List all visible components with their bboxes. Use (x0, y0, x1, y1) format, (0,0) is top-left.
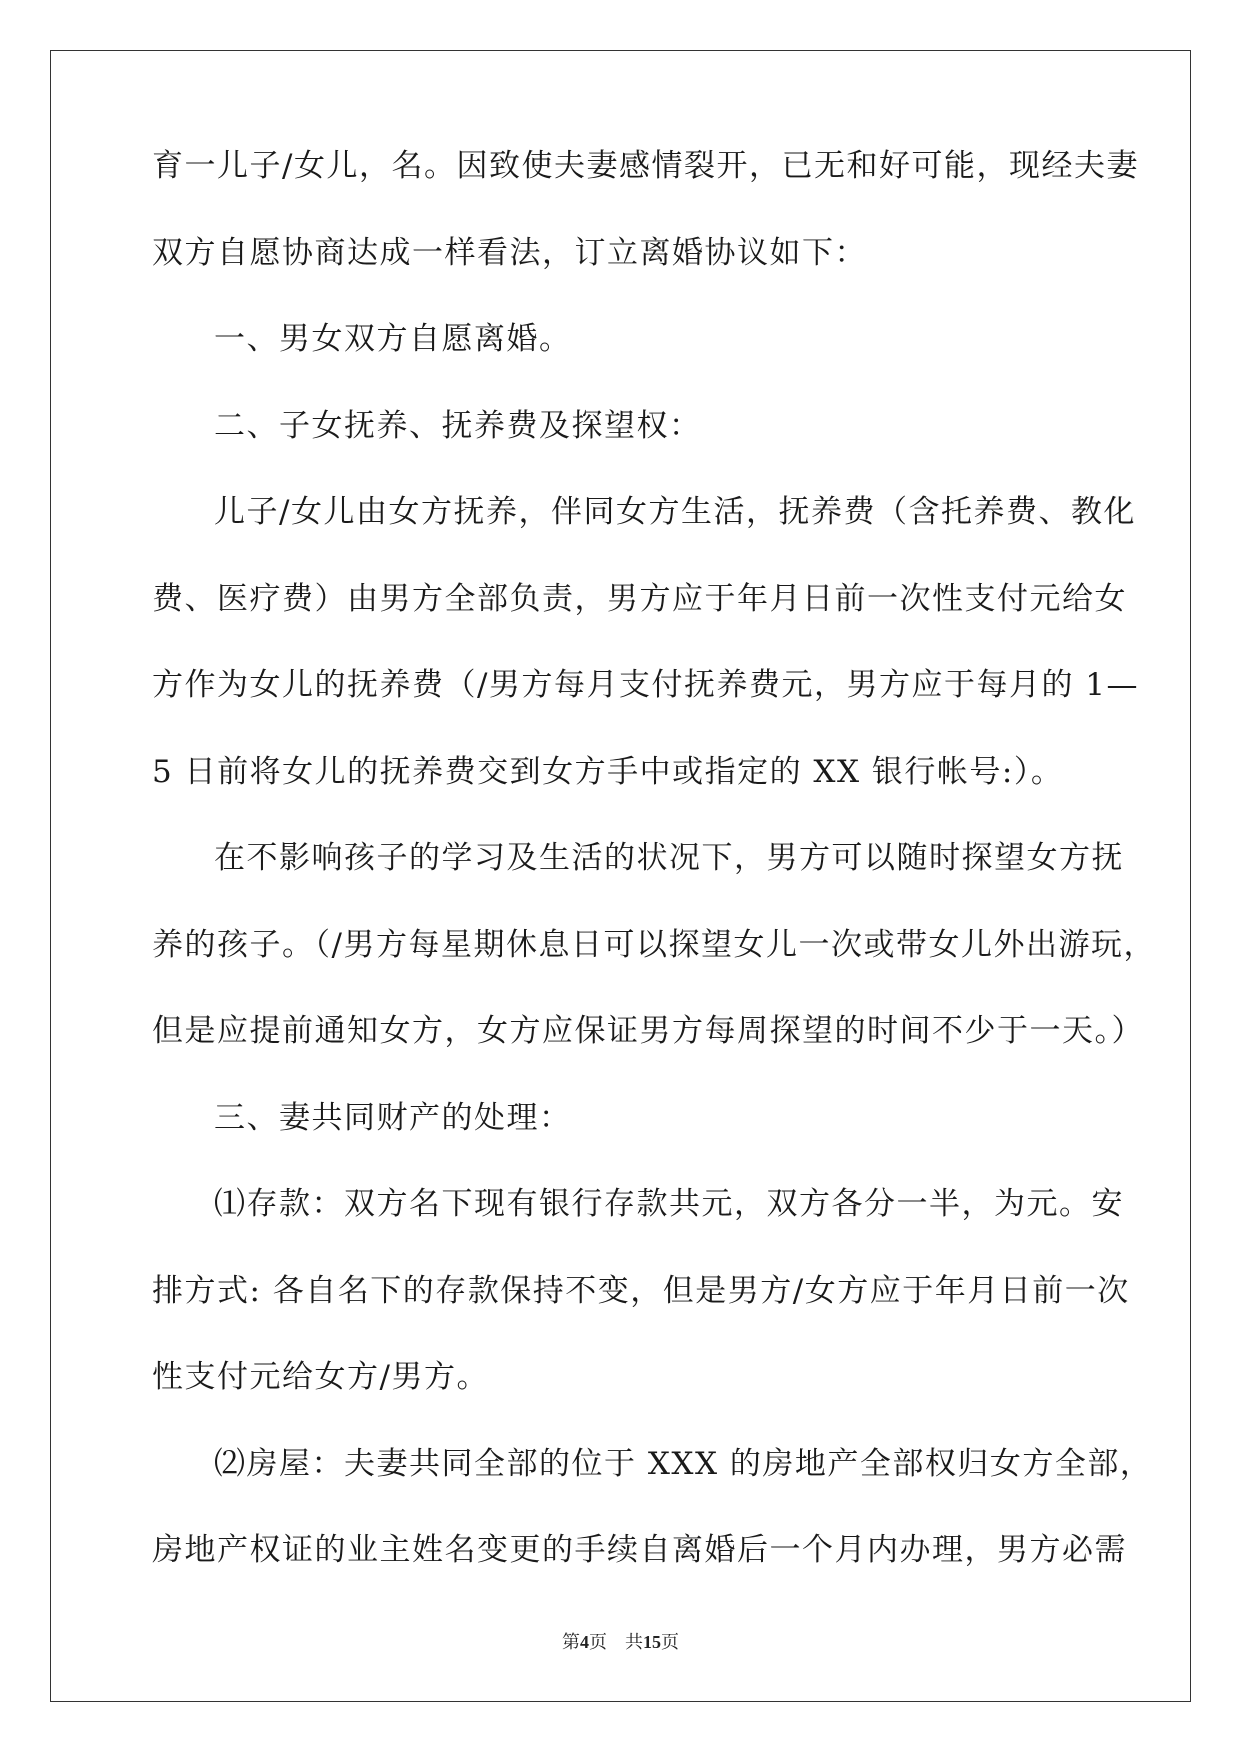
text-line-15: 性支付元给女方/男方。 (152, 1359, 489, 1395)
text-line-11: 但是应提前通知女方，女方应保证男方每周探望的时间不少于一天。） (152, 1013, 1144, 1049)
page-prefix: 第 (562, 1632, 580, 1652)
clause-heading-3: 三、妻共同财产的处理： (214, 1100, 572, 1136)
page-suffix: 页 (589, 1632, 607, 1652)
text-line-16: ⑵房屋：夫妻共同全部的位于 XXX 的房地产全部权归女方全部， (214, 1446, 1153, 1482)
text-line-14: 排方式: 各自名下的存款保持不变，但是男方/女方应于年月日前一次 (152, 1273, 1130, 1309)
text-line-7: 方作为女儿的抚养费（/男方每月支付抚养费元，男方应于每月的 1— (152, 667, 1140, 703)
text-line-5: 儿子/女儿由女方抚养，伴同女方生活，抚养费（含托养费、教化 (214, 494, 1136, 530)
total-pages: 15 (643, 1632, 661, 1652)
text-line-8: 5 日前将女儿的抚养费交到女方手中或指定的 XX 银行帐号:）。 (152, 754, 1064, 790)
text-line-13: ⑴存款：双方名下现有银行存款共元，双方各分一半，为元。安 (214, 1186, 1124, 1222)
text-line-10: 养的孩子。（/男方每星期休息日可以探望女儿一次或带女儿外出游玩， (152, 927, 1156, 963)
page-number: 4 (580, 1632, 589, 1652)
total-prefix: 共 (625, 1632, 643, 1652)
total-suffix: 页 (661, 1632, 679, 1652)
clause-heading-1: 一、男女双方自愿离婚。 (214, 321, 572, 357)
text-line-6: 费、医疗费）由男方全部负责，男方应于年月日前一次性支付元给女 (152, 581, 1127, 617)
clause-heading-2: 二、子女抚养、抚养费及探望权： (214, 408, 702, 444)
text-line-9: 在不影响孩子的学习及生活的状况下，男方可以随时探望女方抚 (214, 840, 1124, 876)
text-line-1: 育一儿子/女儿，名。因致使夫妻感情裂开，已无和好可能，现经夫妻 (152, 148, 1139, 184)
text-line-17: 房地产权证的业主姓名变更的手续自离婚后一个月内办理，男方必需 (152, 1532, 1127, 1568)
page-footer (0, 1628, 1241, 1654)
text-line-2: 双方自愿协商达成一样看法，订立离婚协议如下： (152, 235, 867, 271)
